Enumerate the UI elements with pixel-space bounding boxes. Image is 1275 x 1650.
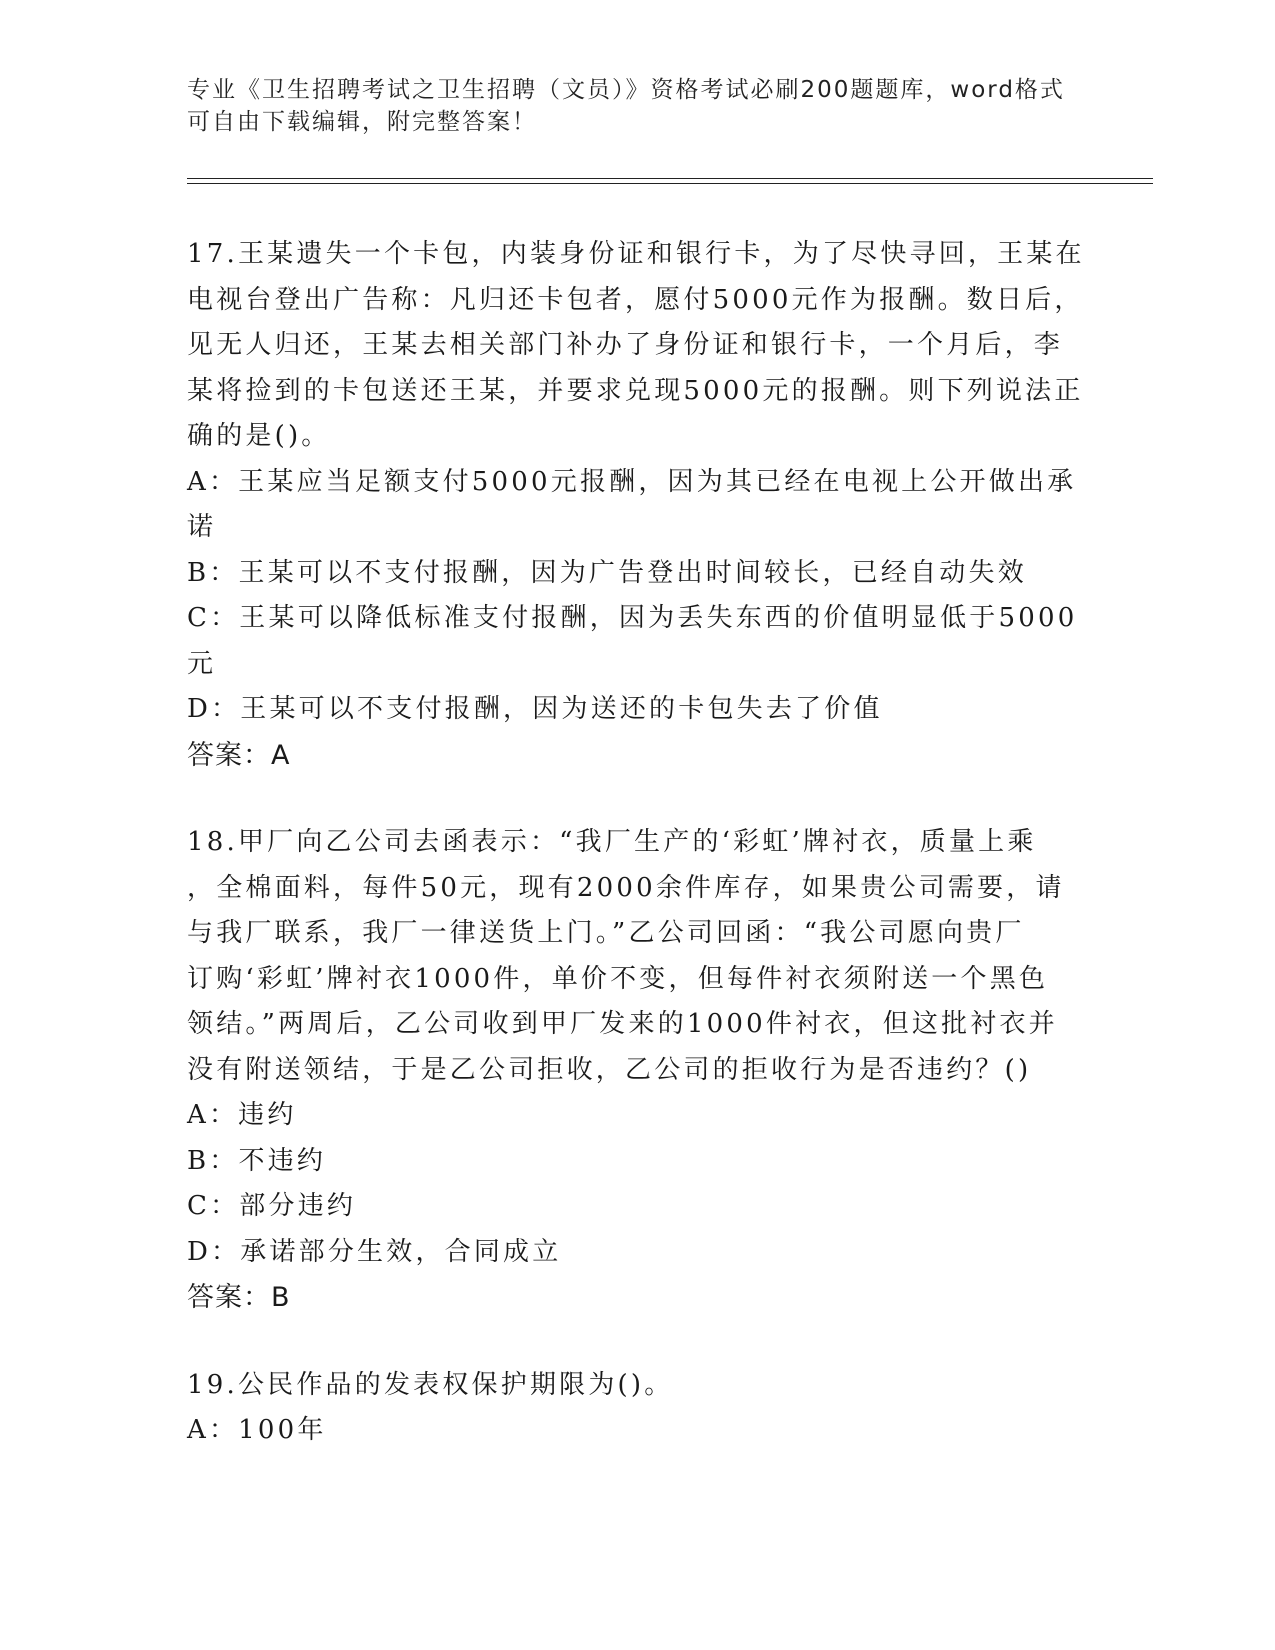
option-line: 元 (187, 648, 217, 679)
question-text-line: 某将捡到的卡包送还王某，并要求兑现5000元的报酬。则下列说法正 (187, 375, 1084, 406)
answer-line: 答案：B (187, 1282, 291, 1313)
question-text-line: ，全棉面料，每件50元，现有2000余件库存，如果贵公司需要，请 (187, 872, 1065, 903)
question-text-line: 17.王某遗失一个卡包，内装身份证和银行卡，为了尽快寻回，王某在 (187, 239, 1085, 269)
question-text-line: 见无人归还，王某去相关部门补办了身份证和银行卡，一个月后，李 (187, 330, 1064, 360)
question-block (187, 1363, 1087, 1454)
header-divider-top (187, 178, 1153, 179)
option-line: A：100年 (187, 1415, 327, 1445)
option-line: D：承诺部分生效，合同成立 (187, 1236, 562, 1267)
question-block (187, 820, 1087, 1321)
question-text-line: 领结。”两周后，乙公司收到甲厂发来的1000件衬衣，但这批衬衣并 (187, 1009, 1058, 1039)
question-text-line: 确的是()。 (187, 421, 331, 451)
question-text-line: 电视台登出广告称：凡归还卡包者，愿付5000元作为报酬。数日后， (187, 284, 1084, 315)
question-text-line: 没有附送领结，于是乙公司拒收，乙公司的拒收行为是否违约？() (187, 1054, 1032, 1085)
question-spacer (187, 1321, 1087, 1363)
option-line: C：部分违约 (187, 1191, 357, 1221)
option-line: C：王某可以降低标准支付报酬，因为丢失东西的价值明显低于5000 (187, 603, 1078, 633)
option-line: A：王某应当足额支付5000元报酬，因为其已经在电视上公开做出承 (187, 466, 1077, 497)
option-line: D：王某可以不支付报酬，因为送还的卡包失去了价值 (187, 694, 883, 724)
question-text-line: 18.甲厂向乙公司去函表示：“我厂生产的‘彩虹’牌衬衣，质量上乘 (187, 827, 1037, 857)
question-block (187, 232, 1087, 778)
question-text-line: 订购‘彩虹’牌衬衣1000件，单价不变，但每件衬衣须附送一个黑色 (187, 963, 1049, 994)
question-spacer (187, 778, 1087, 820)
question-text-line: 与我厂联系，我厂一律送货上门。”乙公司回函：“我公司愿向贵厂 (187, 918, 1025, 948)
answer-line: 答案：A (187, 739, 291, 771)
header-line: 可自由下载编辑，附完整答案！ (187, 109, 537, 135)
question-text-line: 19.公民作品的发表权保护期限为()。 (187, 1369, 674, 1400)
header-divider-bottom (187, 183, 1153, 184)
option-line: B：王某可以不支付报酬，因为广告登出时间较长，已经自动失效 (187, 557, 1027, 588)
document-header (187, 74, 1067, 138)
option-line: B：不违约 (187, 1145, 327, 1176)
question-list (187, 232, 1087, 1454)
option-line: A：违约 (187, 1100, 297, 1130)
option-line: 诺 (187, 512, 217, 542)
header-line: 专业《卫生招聘考试之卫生招聘（文员）》资格考试必刷200题题库，word格式 (187, 77, 1065, 103)
